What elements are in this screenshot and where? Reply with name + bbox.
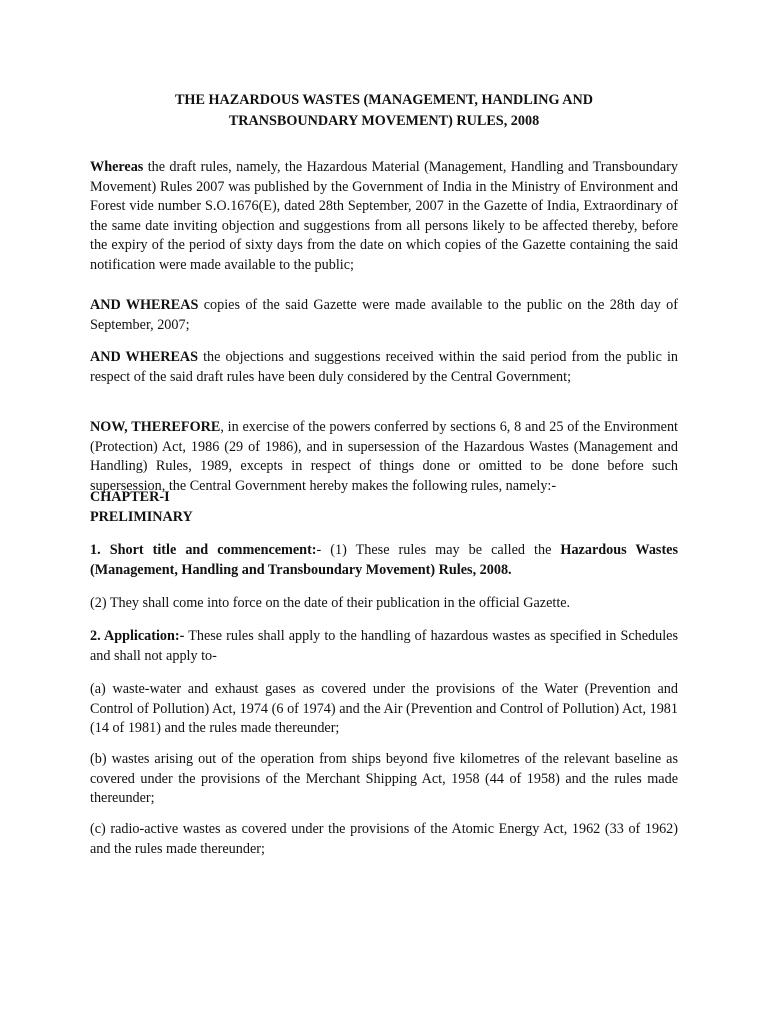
whereas-text: the draft rules, namely, the Hazardous Material (Management, Handling and Transboundary Movement) Rules 2007 was published by the Government of India in the Ministry of Environment and Forest vide number S.O.1676(E), dated 28th September, 2007 in the Gazette of India, Extraordinary of the same date inviting objection and suggestions from all persons likely to be affected thereby, before the expiry of the period of sixty days from the date on which copies of the Gazette containing the said notification were made available to the public;	[90, 159, 678, 273]
title-line-2: TRANSBOUNDARY MOVEMENT) RULES, 2008	[228, 113, 540, 129]
title-line-1: THE HAZARDOUS WASTES (MANAGEMENT, HANDLING AND	[174, 92, 594, 108]
rule-2-text: These rules shall apply to the handling of hazardous wastes as specified in Schedules and shall not apply to-	[90, 628, 678, 664]
whereas-paragraph-2	[90, 296, 678, 335]
rule-1-short-title: Hazardous Wastes (Management, Handling and Transboundary Movement) Rules, 2008.	[90, 542, 678, 578]
document-title	[90, 90, 678, 132]
now-therefore-paragraph	[90, 418, 678, 496]
whereas-lead: Whereas	[90, 159, 144, 175]
now-therefore-text: , in exercise of the powers conferred by sections 6, 8 and 25 of the Environment (Protection) Act, 1986 (29 of 1986), and in supersession of the Hazardous Wastes (Management and Handling) Rules, 1989, excepts in respect of things done or omitted to be done before such supersession, the Central Government hereby makes the following rules, namely:-	[90, 419, 678, 494]
chapter-name: PRELIMINARY	[90, 508, 193, 525]
clause-a	[90, 680, 678, 739]
rule-1-paragraph	[90, 541, 678, 580]
whereas-paragraph-1	[90, 158, 678, 276]
clause-c	[90, 820, 678, 859]
rule-1-subclause-2	[90, 594, 678, 614]
rule-1-heading: 1. Short title and commencement:	[90, 542, 317, 558]
rule-2-paragraph	[90, 627, 678, 666]
now-therefore-lead: NOW, THEREFORE	[90, 419, 221, 435]
and-whereas-text: copies of the said Gazette were made available to the public on the 28th day of September, 2007;	[90, 297, 678, 333]
whereas-paragraph-3	[90, 348, 678, 387]
rule-1-2-text: (2) They shall come into force on the date of their publication in the official Gazette.	[90, 595, 571, 611]
and-whereas-lead: AND WHEREAS	[90, 349, 199, 365]
chapter-heading	[90, 488, 678, 527]
rule-2-heading: 2. Application:-	[90, 628, 185, 644]
clause-b-text: (b) wastes arising out of the operation from ships beyond five kilometres of the relevant baseline as covered under the provisions of the Merchant Shipping Act, 1958 (44 of 1958) and the rules made thereunder;	[90, 751, 678, 807]
clause-a-text: (a) waste-water and exhaust gases as covered under the provisions of the Water (Prevention and Control of Pollution) Act, 1974 (6 of 1974) and the Air (Prevention and Control of Pollution) Act, 1981 (14 of 1981) and the rules made thereunder;	[90, 681, 678, 737]
chapter-number: CHAPTER-I	[90, 489, 170, 505]
clause-b	[90, 750, 678, 809]
rule-1-text: - (1) These rules may be called the	[316, 542, 561, 558]
clause-c-text: (c) radio-active wastes as covered under the provisions of the Atomic Energy Act, 1962 (33 of 1962) and the rules made thereunder;	[90, 821, 678, 857]
and-whereas-text: the objections and suggestions received within the said period from the public in respect of the said draft rules have been duly considered by the Central Government;	[90, 349, 678, 385]
and-whereas-lead: AND WHEREAS	[90, 297, 199, 313]
